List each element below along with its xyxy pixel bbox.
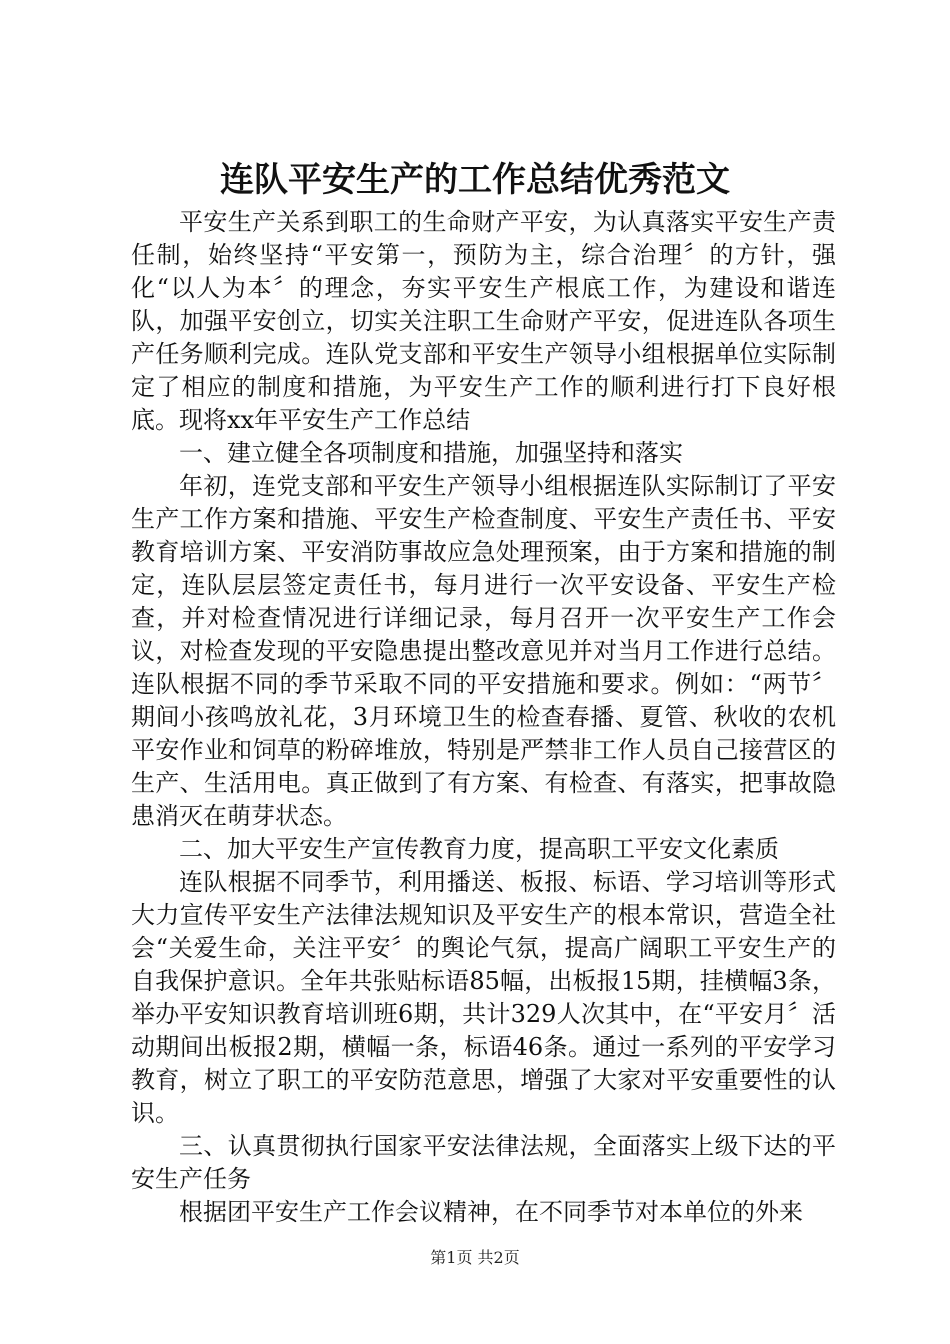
document-body: [131, 206, 836, 1229]
paragraph-section-2: 连队根据不同季节，利用播送、板报、标语、学习培训等形式大力宣传平安生产法律法规知识及平安生产的根本常识，营造全社会“关爱生命，关注平安〞的舆论气氛，提高广阔职工平安生产的自我保护意识。全年共张贴标语85幅，出板报15期，挂横幅3条，举办平安知识教育培训班6期，共计329人次其中，在“平安月〞活动期间出板报2期，横幅一条，标语46条。通过一系列的平安学习教育，树立了职工的平安防范意思，增强了大家对平安重要性的认识。: [131, 868, 836, 1127]
page-number-footer: 第1页 共2页: [430, 1248, 520, 1267]
paragraph-section-3: 根据团平安生产工作会议精神，在不同季节对本单位的外来: [179, 1198, 803, 1226]
document-title: 连队平安生产的工作总结优秀范文: [220, 160, 730, 200]
section-heading-2: 二、加大平安生产宣传教育力度，提高职工平安文化素质: [179, 835, 779, 863]
paragraph-section-1: 年初，连党支部和平安生产领导小组根据连队实际制订了平安生产工作方案和措施、平安生产检查制度、平安生产责任书、平安教育培训方案、平安消防事故应急处理预案，由于方案和措施的制定，连队层层签定责任书，每月进行一次平安设备、平安生产检查，并对检查情况进行详细记录，每月召开一次平安生产工作会议，对检查发现的平安隐患提出整改意见并对当月工作进行总结。连队根据不同的季节采取不同的平安措施和要求。例如：“两节〞期间小孩鸣放礼花，3月环境卫生的检查春播、夏管、秋收的农机平安作业和饲草的粉碎堆放，特别是严禁非工作人员自己接营区的生产、生活用电。真正做到了有方案、有检查、有落实，把事故隐患消灭在萌芽状态。: [131, 472, 836, 830]
paragraph-intro: 平安生产关系到职工的生命财产平安，为认真落实平安生产责任制，始终坚持“平安第一，预防为主，综合治理〞的方针，强化“以人为本〞的理念，夯实平安生产根底工作，为建设和谐连队，加强平安创立，切实关注职工生命财产平安，促进连队各项生产任务顺利完成。连队党支部和平安生产领导小组根据单位实际制定了相应的制度和措施，为平安生产工作的顺利进行打下良好根底。现将xx年平安生产工作总结: [131, 208, 836, 434]
section-heading-3: 三、认真贯彻执行国家平安法律法规，全面落实上级下达的平安生产任务: [131, 1132, 836, 1193]
section-heading-1: 一、建立健全各项制度和措施，加强坚持和落实: [179, 439, 683, 467]
